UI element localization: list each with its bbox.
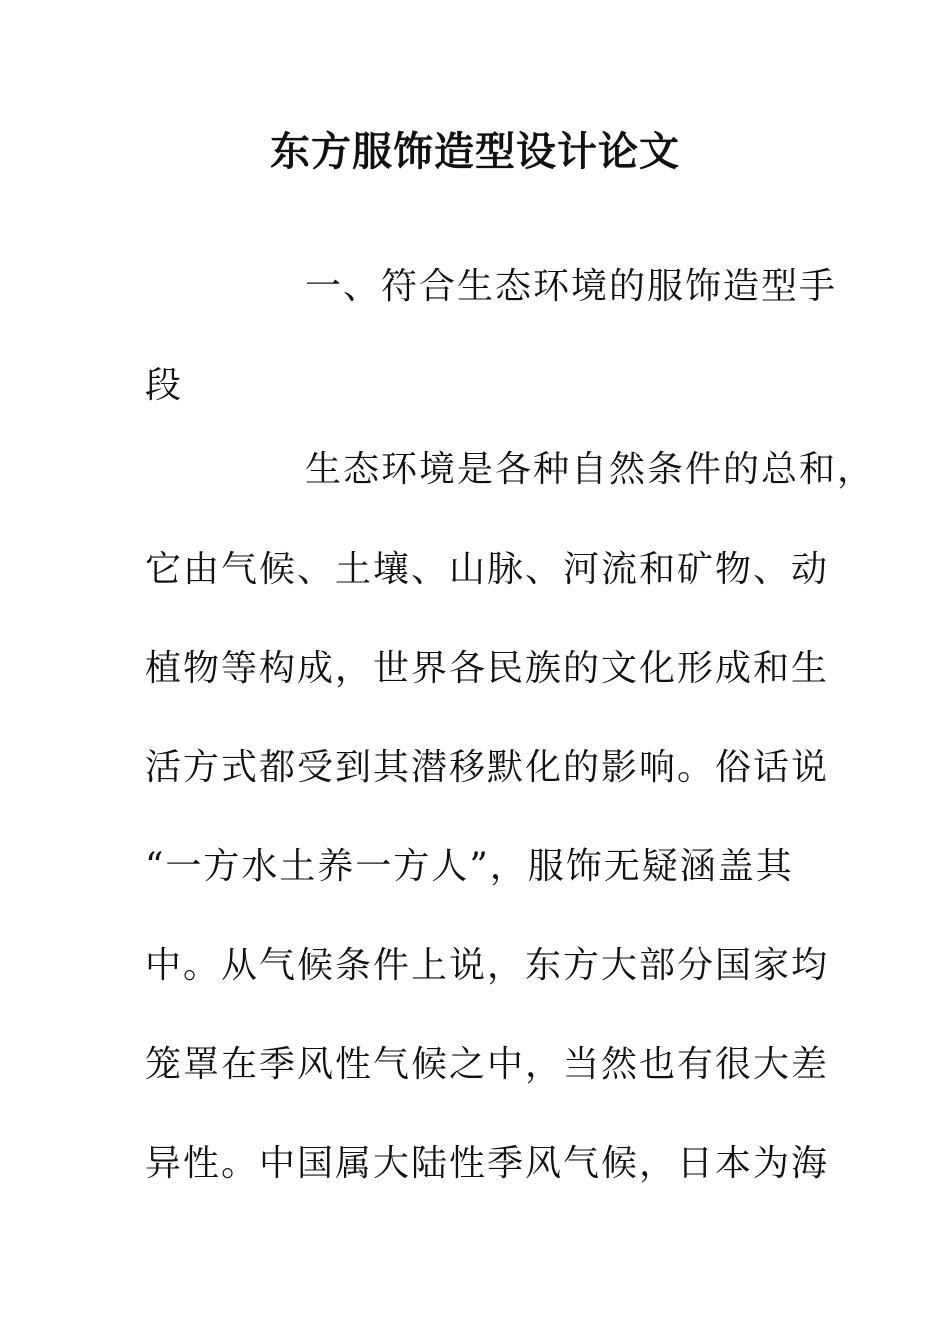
paragraph-line-3: 植物等构成，世界各民族的文化形成和生 xyxy=(145,648,830,689)
paragraph-line-1: 生态环境是各种自然条件的总和， xyxy=(305,449,876,490)
paragraph-line-2: 它由气候、土壤、山脉、河流和矿物、动 xyxy=(145,549,830,590)
section-heading-line-1: 一、符合生态环境的服饰造型手 xyxy=(305,266,838,307)
paragraph-line-7: 笼罩在季风性气候之中，当然也有很大差 xyxy=(145,1044,830,1085)
paragraph-line-4: 活方式都受到其潜移默化的影响。俗话说 xyxy=(145,747,830,788)
section-heading-line-2: 段 xyxy=(145,365,184,406)
paragraph-line-5: “一方水土养一方人”，服饰无疑涵盖其 xyxy=(145,846,794,887)
paragraph-line-6: 中。从气候条件上说，东方大部分国家均 xyxy=(145,945,830,986)
document-title: 东方服饰造型设计论文 xyxy=(270,128,680,175)
paragraph-line-8: 异性。中国属大陆性季风气候，日本为海 xyxy=(145,1143,830,1184)
